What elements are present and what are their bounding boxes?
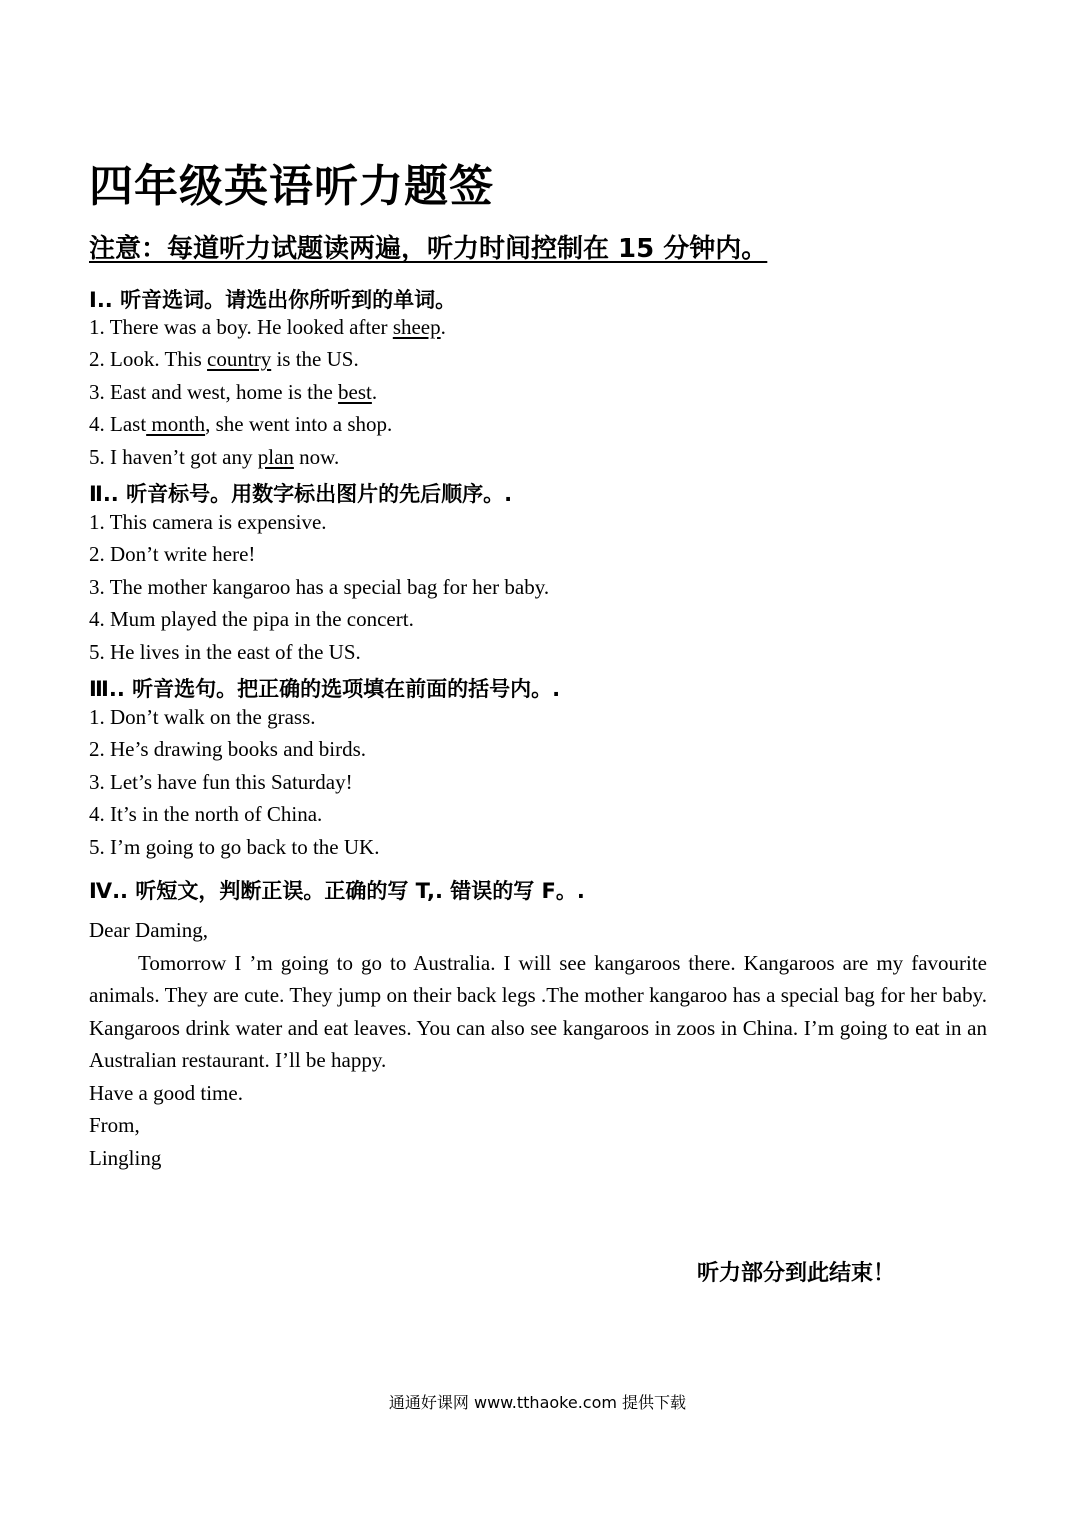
section-1-item-1 xyxy=(89,315,446,340)
section-2-item-1: 1. This camera is expensive. xyxy=(89,510,327,534)
section-1-item-4 xyxy=(89,412,392,437)
letter-from: From, xyxy=(89,1113,140,1137)
item-text: 5. I haven’t got any xyxy=(89,445,258,469)
item-text: 1. There was a boy. He looked after xyxy=(89,315,393,339)
section-2-item-3: 3. The mother kangaroo has a special bag for her baby. xyxy=(89,575,550,599)
section-1-heading: Ⅰ.. 听音选词。请选出你所听到的单词。 xyxy=(89,288,457,312)
section-2-item-5: 5. He lives in the east of the US. xyxy=(89,640,361,664)
item-text: . xyxy=(371,380,378,404)
item-text: 2. Look. This xyxy=(89,347,208,371)
letter-greeting: Dear Daming, xyxy=(89,918,208,942)
section-3-item-5: 5. I’m going to go back to the UK. xyxy=(89,835,380,859)
section-3-item-3: 3. Let’s have fun this Saturday! xyxy=(89,770,353,794)
page-title: 四年级英语听力题签 xyxy=(89,161,494,212)
item-text: now. xyxy=(293,445,340,469)
keyword: sheep xyxy=(392,315,441,339)
keyword: month xyxy=(146,412,206,436)
letter-body: Tomorrow I ’m going to go to Australia. I will see kangaroos there. Kangaroos are my favourite animals. They are cute. They jump on their back legs .The mother kangaroo has a special bag for her baby. Kangaroos drink water and eat leaves. You can also see kangaroos in zoos in China. I’m going to eat in an Australian restaurant. I’ll be happy. xyxy=(89,950,987,1072)
item-text: , she went into a shop. xyxy=(205,412,393,436)
item-text: . xyxy=(440,315,446,339)
section-3-heading: Ⅲ.. 听音选句。把正确的选项填在前面的括号内。. xyxy=(89,677,561,701)
section-2-heading: Ⅱ.. 听音标号。用数字标出图片的先后顺序。. xyxy=(89,482,513,506)
keyword: plan xyxy=(257,445,294,469)
letter-signature: Lingling xyxy=(89,1145,162,1170)
section-3-item-2: 2. He’s drawing books and birds. xyxy=(89,737,367,761)
letter-passage xyxy=(89,914,987,1174)
keyword: best xyxy=(338,380,372,404)
section-1-item-5 xyxy=(89,445,339,470)
section-2-item-2: 2. Don’t write here! xyxy=(89,542,256,566)
section-4-heading: Ⅳ.. 听短文，判断正误。正确的写 T,. 错误的写 F。. xyxy=(89,879,585,903)
section-1-item-2 xyxy=(89,347,359,372)
footer-text: 通通好课网 www.tthaoke.com 提供下载 xyxy=(388,1393,687,1412)
keyword: country xyxy=(207,347,272,371)
notice-text: 注意：每道听力试题读两遍，听力时间控制在 15 分钟内。 xyxy=(89,234,768,264)
item-text: 3. East and west, home is the xyxy=(89,380,339,404)
item-text: is the US. xyxy=(271,347,359,371)
ending-text: 听力部分到此结束！ xyxy=(697,1261,896,1286)
section-2-item-4: 4. Mum played the pipa in the concert. xyxy=(89,607,414,631)
letter-closing: Have a good time. xyxy=(89,1080,243,1105)
section-1-item-3 xyxy=(89,380,377,405)
section-3-item-1: 1. Don’t walk on the grass. xyxy=(89,705,316,729)
section-3-item-4: 4. It’s in the north of China. xyxy=(89,802,323,826)
item-text: 4. Last xyxy=(89,412,147,436)
